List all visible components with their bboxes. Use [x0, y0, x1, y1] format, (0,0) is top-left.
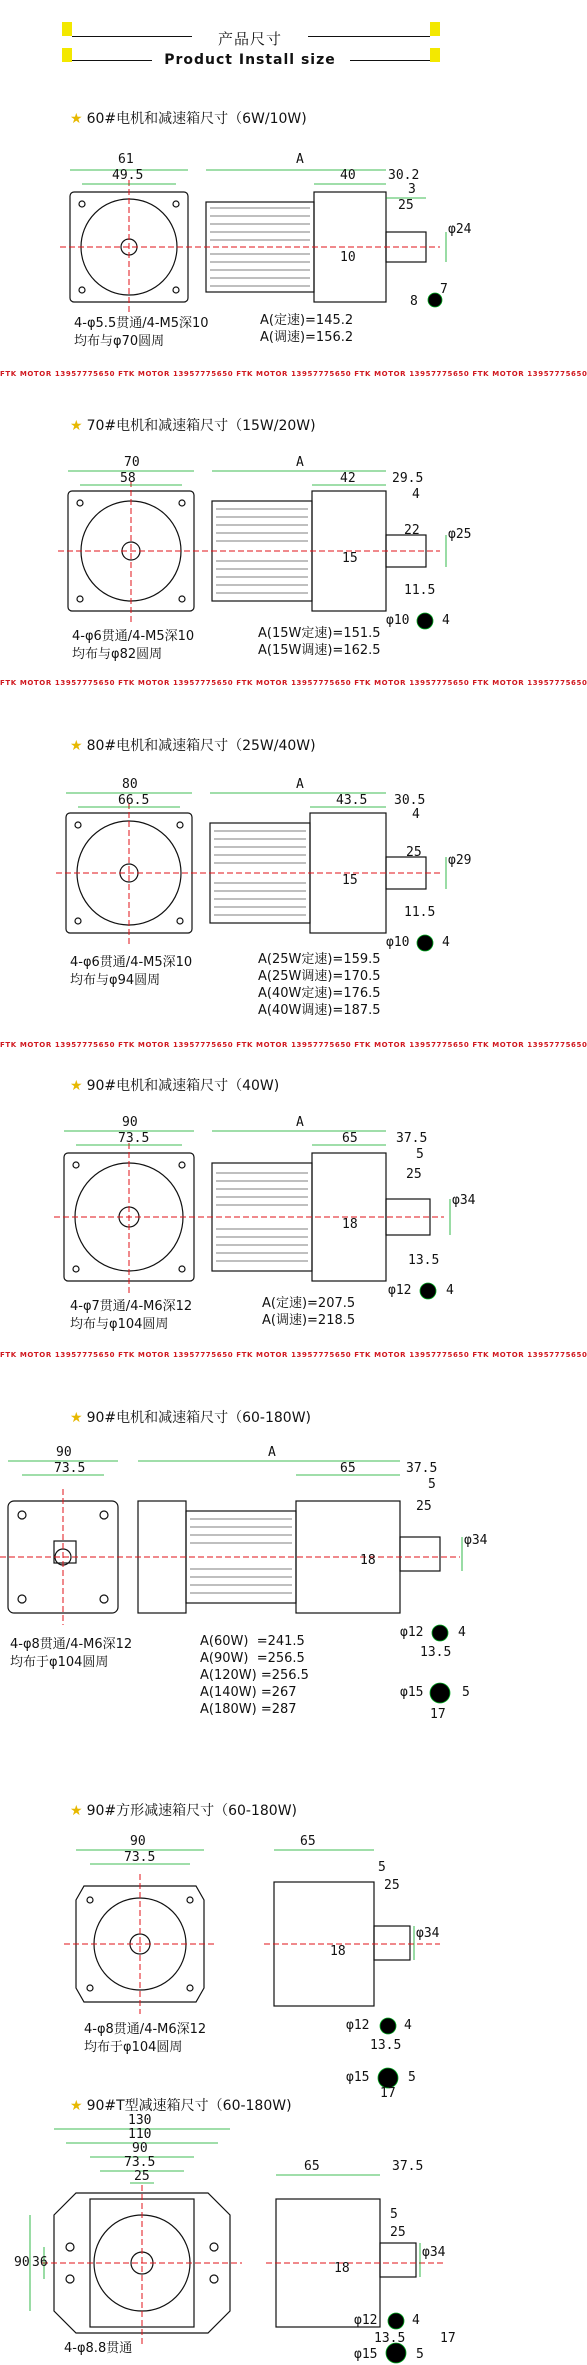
section-title: ★ 70#电机和减速箱尺寸（15W/20W) — [70, 418, 316, 434]
dim-key-height: 4 — [458, 1625, 466, 1640]
dim-shaft-length-2: 25 — [398, 198, 414, 213]
a-value: A(180W) =287 — [200, 1702, 297, 1717]
dim-gear-length: 65 — [304, 2159, 320, 2174]
a-value: A(调速)=156.2 — [260, 330, 354, 345]
section-70 — [0, 403, 587, 723]
dim-width-110: 110 — [128, 2127, 152, 2142]
dim-center-offset: 10 — [340, 250, 356, 265]
dim-flange-outer: 70 — [124, 455, 140, 470]
dim-key-height: 4 — [442, 613, 450, 628]
hole-note: 4-φ8贯通/4-M6深12 — [10, 1637, 133, 1652]
dim-key-height: 8 — [410, 294, 418, 309]
dim-flange-outer: 80 — [122, 777, 138, 792]
dim-shaft-small: φ10 — [386, 935, 410, 950]
a-value: A(60W) =241.5 — [200, 1634, 305, 1649]
star-icon: ★ — [70, 418, 83, 434]
a-value: A(调速)=218.5 — [262, 1313, 356, 1328]
dim-width-73-5: 73.5 — [124, 2155, 156, 2170]
dim-shaft-diameter: φ25 — [448, 527, 472, 542]
dim-shaft-diameter: φ29 — [448, 853, 472, 868]
dim-shaft-alt-width: 17 — [440, 2331, 456, 2346]
contact-banner: FTK MOTOR 13957775650 FTK MOTOR 13957775650 FTK MOTOR 13957775650 FTK MOTOR 13957775650 FTK MOTOR 13957775650 — [0, 1041, 587, 1049]
dim-shaft-diameter: φ24 — [448, 222, 472, 237]
contact-banner: FTK MOTOR 13957775650 FTK MOTOR 13957775650 FTK MOTOR 13957775650 FTK MOTOR 13957775650 FTK MOTOR 13957775650 — [0, 370, 587, 378]
contact-banner: FTK MOTOR 13957775650 FTK MOTOR 13957775650 FTK MOTOR 13957775650 FTK MOTOR 13957775650 FTK MOTOR 13957775650 — [0, 679, 587, 687]
dim-motor-length: A — [296, 777, 304, 792]
dim-height-90: 90 — [14, 2255, 30, 2270]
dim-center-offset: 18 — [342, 1217, 358, 1232]
dim-key-width: 13.5 — [420, 1645, 452, 1660]
star-icon: ★ — [70, 1803, 83, 1819]
dim-gear-length: 65 — [300, 1834, 316, 1849]
dim-key-length: 4 — [412, 487, 420, 502]
a-value: A(120W) =256.5 — [200, 1668, 309, 1683]
dim-shaft-alt-width: 17 — [430, 1707, 446, 1722]
section-title: ★ 90#电机和减速箱尺寸（40W) — [70, 1078, 280, 1094]
dim-shaft-length: 30.5 — [394, 793, 426, 808]
circle-note: 均布与φ94圆周 — [70, 973, 161, 988]
dim-shaft-length-2: 5 — [378, 1860, 386, 1875]
dim-shaft-diameter: φ34 — [452, 1193, 476, 1208]
motor-drawing — [0, 1115, 500, 1325]
dim-gear-length: 65 — [340, 1461, 356, 1476]
dim-shaft-length: 37.5 — [406, 1461, 438, 1476]
dim-flange-outer: 90 — [56, 1445, 72, 1460]
section-t-gearbox — [0, 2095, 500, 2362]
a-value: A(定速)=207.5 — [262, 1296, 356, 1311]
dim-center-offset: 18 — [330, 1944, 346, 1959]
a-value: A(25W定速)=159.5 — [258, 952, 381, 967]
dim-width-130: 130 — [128, 2113, 152, 2128]
dim-shaft-diameter: φ34 — [464, 1533, 488, 1548]
dim-shaft-length: 29.5 — [392, 471, 424, 486]
dim-shaft-alt-key: 5 — [408, 2070, 416, 2085]
dim-shaft-small: φ12 — [400, 1625, 424, 1640]
dim-center-offset: 15 — [342, 551, 358, 566]
dim-key-length: 5 — [416, 1147, 424, 1162]
circle-note: 均布与φ70圆周 — [74, 334, 165, 349]
dim-shaft-length-3: 25 — [384, 1878, 400, 1893]
dim-shaft-small: φ12 — [354, 2313, 378, 2328]
a-value: A(15W定速)=151.5 — [258, 626, 381, 641]
dim-key-width: 13.5 — [374, 2331, 406, 2346]
dim-shaft-alt: φ15 — [346, 2070, 370, 2085]
dim-key-width: 11.5 — [404, 905, 436, 920]
dim-gear-length: 65 — [342, 1131, 358, 1146]
dim-shaft-small: φ10 — [386, 613, 410, 628]
section-90-60-180w — [0, 1395, 500, 1780]
dim-key-length: 5 — [428, 1477, 436, 1492]
dim-width-25: 25 — [134, 2169, 150, 2184]
section-square-gearbox — [0, 1780, 500, 2101]
dim-center-offset: 18 — [360, 1553, 376, 1568]
dim-center-offset: 18 — [334, 2261, 350, 2276]
dim-flange-inner: 73.5 — [118, 1131, 150, 1146]
dim-shaft-alt-width: 17 — [380, 2086, 396, 2101]
section-90-40w — [0, 1063, 587, 1395]
gearbox-drawing — [0, 2115, 500, 2365]
dim-gear-length: 42 — [340, 471, 356, 486]
dim-flange-inner: 49.5 — [112, 168, 144, 183]
contact-banner: FTK MOTOR 13957775650 FTK MOTOR 13957775650 FTK MOTOR 13957775650 FTK MOTOR 13957775650 FTK MOTOR 13957775650 — [0, 1351, 587, 1359]
hole-note: 4-φ6贯通/4-M5深10 — [70, 955, 193, 970]
dim-height-36: 36 — [32, 2255, 48, 2270]
page-header — [0, 0, 500, 70]
dim-flange-outer: 61 — [118, 152, 134, 167]
dim-center-offset: 15 — [342, 873, 358, 888]
dim-shaft-length-3: 25 — [390, 2225, 406, 2240]
circle-note: 均布于φ104圆周 — [10, 1655, 109, 1670]
dim-flange-inner: 58 — [120, 471, 136, 486]
section-title: ★ 90#电机和减速箱尺寸（60-180W) — [70, 1410, 311, 1426]
dim-shaft-length: 30.2 — [388, 168, 420, 183]
circle-note: 均布与φ104圆周 — [70, 1317, 169, 1332]
dim-flange-inner: 66.5 — [118, 793, 150, 808]
dim-key-length: 3 — [408, 182, 416, 197]
dim-shaft-diameter: φ34 — [422, 2245, 446, 2260]
dim-shaft-length-2: 22 — [404, 523, 420, 538]
dim-key-width: 13.5 — [408, 1253, 440, 1268]
dim-shaft-length-2: 25 — [416, 1499, 432, 1514]
a-value: A(40W定速)=176.5 — [258, 986, 381, 1001]
dim-shaft-diameter: φ34 — [416, 1926, 440, 1941]
dim-key-height: 4 — [442, 935, 450, 950]
circle-note: 均布于φ104圆周 — [84, 2040, 183, 2055]
dim-shaft-alt-key: 5 — [462, 1685, 470, 1700]
dim-key-length: 4 — [412, 807, 420, 822]
dim-motor-length: A — [296, 1115, 304, 1130]
dim-motor-length: A — [296, 152, 304, 167]
section-60 — [0, 98, 587, 403]
dim-key-width: 11.5 — [404, 583, 436, 598]
page-subtitle: Product Install size — [164, 52, 336, 68]
hole-note: 4-φ8贯通/4-M6深12 — [84, 2022, 207, 2037]
dim-flange-inner: 73.5 — [124, 1850, 156, 1865]
dim-motor-length: A — [296, 455, 304, 470]
dim-gear-length: 40 — [340, 168, 356, 183]
dim-width-90: 90 — [132, 2141, 148, 2156]
a-value: A(15W调速)=162.5 — [258, 643, 381, 658]
dim-shaft-alt: φ15 — [400, 1685, 424, 1700]
star-icon: ★ — [70, 111, 83, 127]
page-title: 产品尺寸 — [217, 30, 282, 48]
a-value: A(25W调速)=170.5 — [258, 969, 381, 984]
gearbox-drawing — [0, 1830, 500, 2090]
dim-shaft-small: φ12 — [346, 2018, 370, 2033]
dim-key-height: 4 — [412, 2313, 420, 2328]
section-title: ★ 90#T型减速箱尺寸（60-180W) — [70, 2098, 292, 2114]
a-value: A(140W) =267 — [200, 1685, 297, 1700]
section-title: ★ 90#方形减速箱尺寸（60-180W) — [70, 1803, 297, 1819]
star-icon: ★ — [70, 2098, 83, 2114]
hole-note: 4-φ6贯通/4-M5深10 — [72, 629, 195, 644]
star-icon: ★ — [70, 1078, 83, 1094]
dim-shaft-alt-key: 5 — [416, 2347, 424, 2362]
circle-note: 均布与φ82圆周 — [72, 647, 163, 662]
hole-note: 4-φ7贯通/4-M6深12 — [70, 1299, 193, 1314]
hole-note: 4-φ8.8贯通 — [64, 2341, 133, 2356]
a-value: A(90W) =256.5 — [200, 1651, 305, 1666]
dim-shaft-length-2: 25 — [406, 845, 422, 860]
dim-key-height: 4 — [446, 1283, 454, 1298]
hole-note: 4-φ5.5贯通/4-M5深10 — [74, 316, 209, 331]
dim-flange-outer: 90 — [122, 1115, 138, 1130]
section-title: ★ 60#电机和减速箱尺寸（6W/10W) — [70, 111, 307, 127]
dim-shaft-length: 37.5 — [396, 1131, 428, 1146]
dim-gear-length: 43.5 — [336, 793, 368, 808]
star-icon: ★ — [70, 738, 83, 754]
dim-flange-outer: 90 — [130, 1834, 146, 1849]
dim-key-width: 13.5 — [370, 2038, 402, 2053]
dim-shaft-length-2: 25 — [406, 1167, 422, 1182]
dim-key-length: 5 — [390, 2207, 398, 2222]
star-icon: ★ — [70, 1410, 83, 1426]
dim-shaft-length: 37.5 — [392, 2159, 424, 2174]
dim-motor-length: A — [268, 1445, 276, 1460]
dim-shaft-alt: φ15 — [354, 2347, 378, 2362]
section-title: ★ 80#电机和减速箱尺寸（25W/40W) — [70, 738, 316, 754]
a-value: A(定速)=145.2 — [260, 313, 354, 328]
dim-shaft-small: φ12 — [388, 1283, 412, 1298]
a-value: A(40W调速)=187.5 — [258, 1003, 381, 1018]
dim-flange-inner: 73.5 — [54, 1461, 86, 1476]
dim-key-width: 7 — [440, 282, 448, 297]
dim-key-height: 4 — [404, 2018, 412, 2033]
section-80 — [0, 723, 587, 1063]
